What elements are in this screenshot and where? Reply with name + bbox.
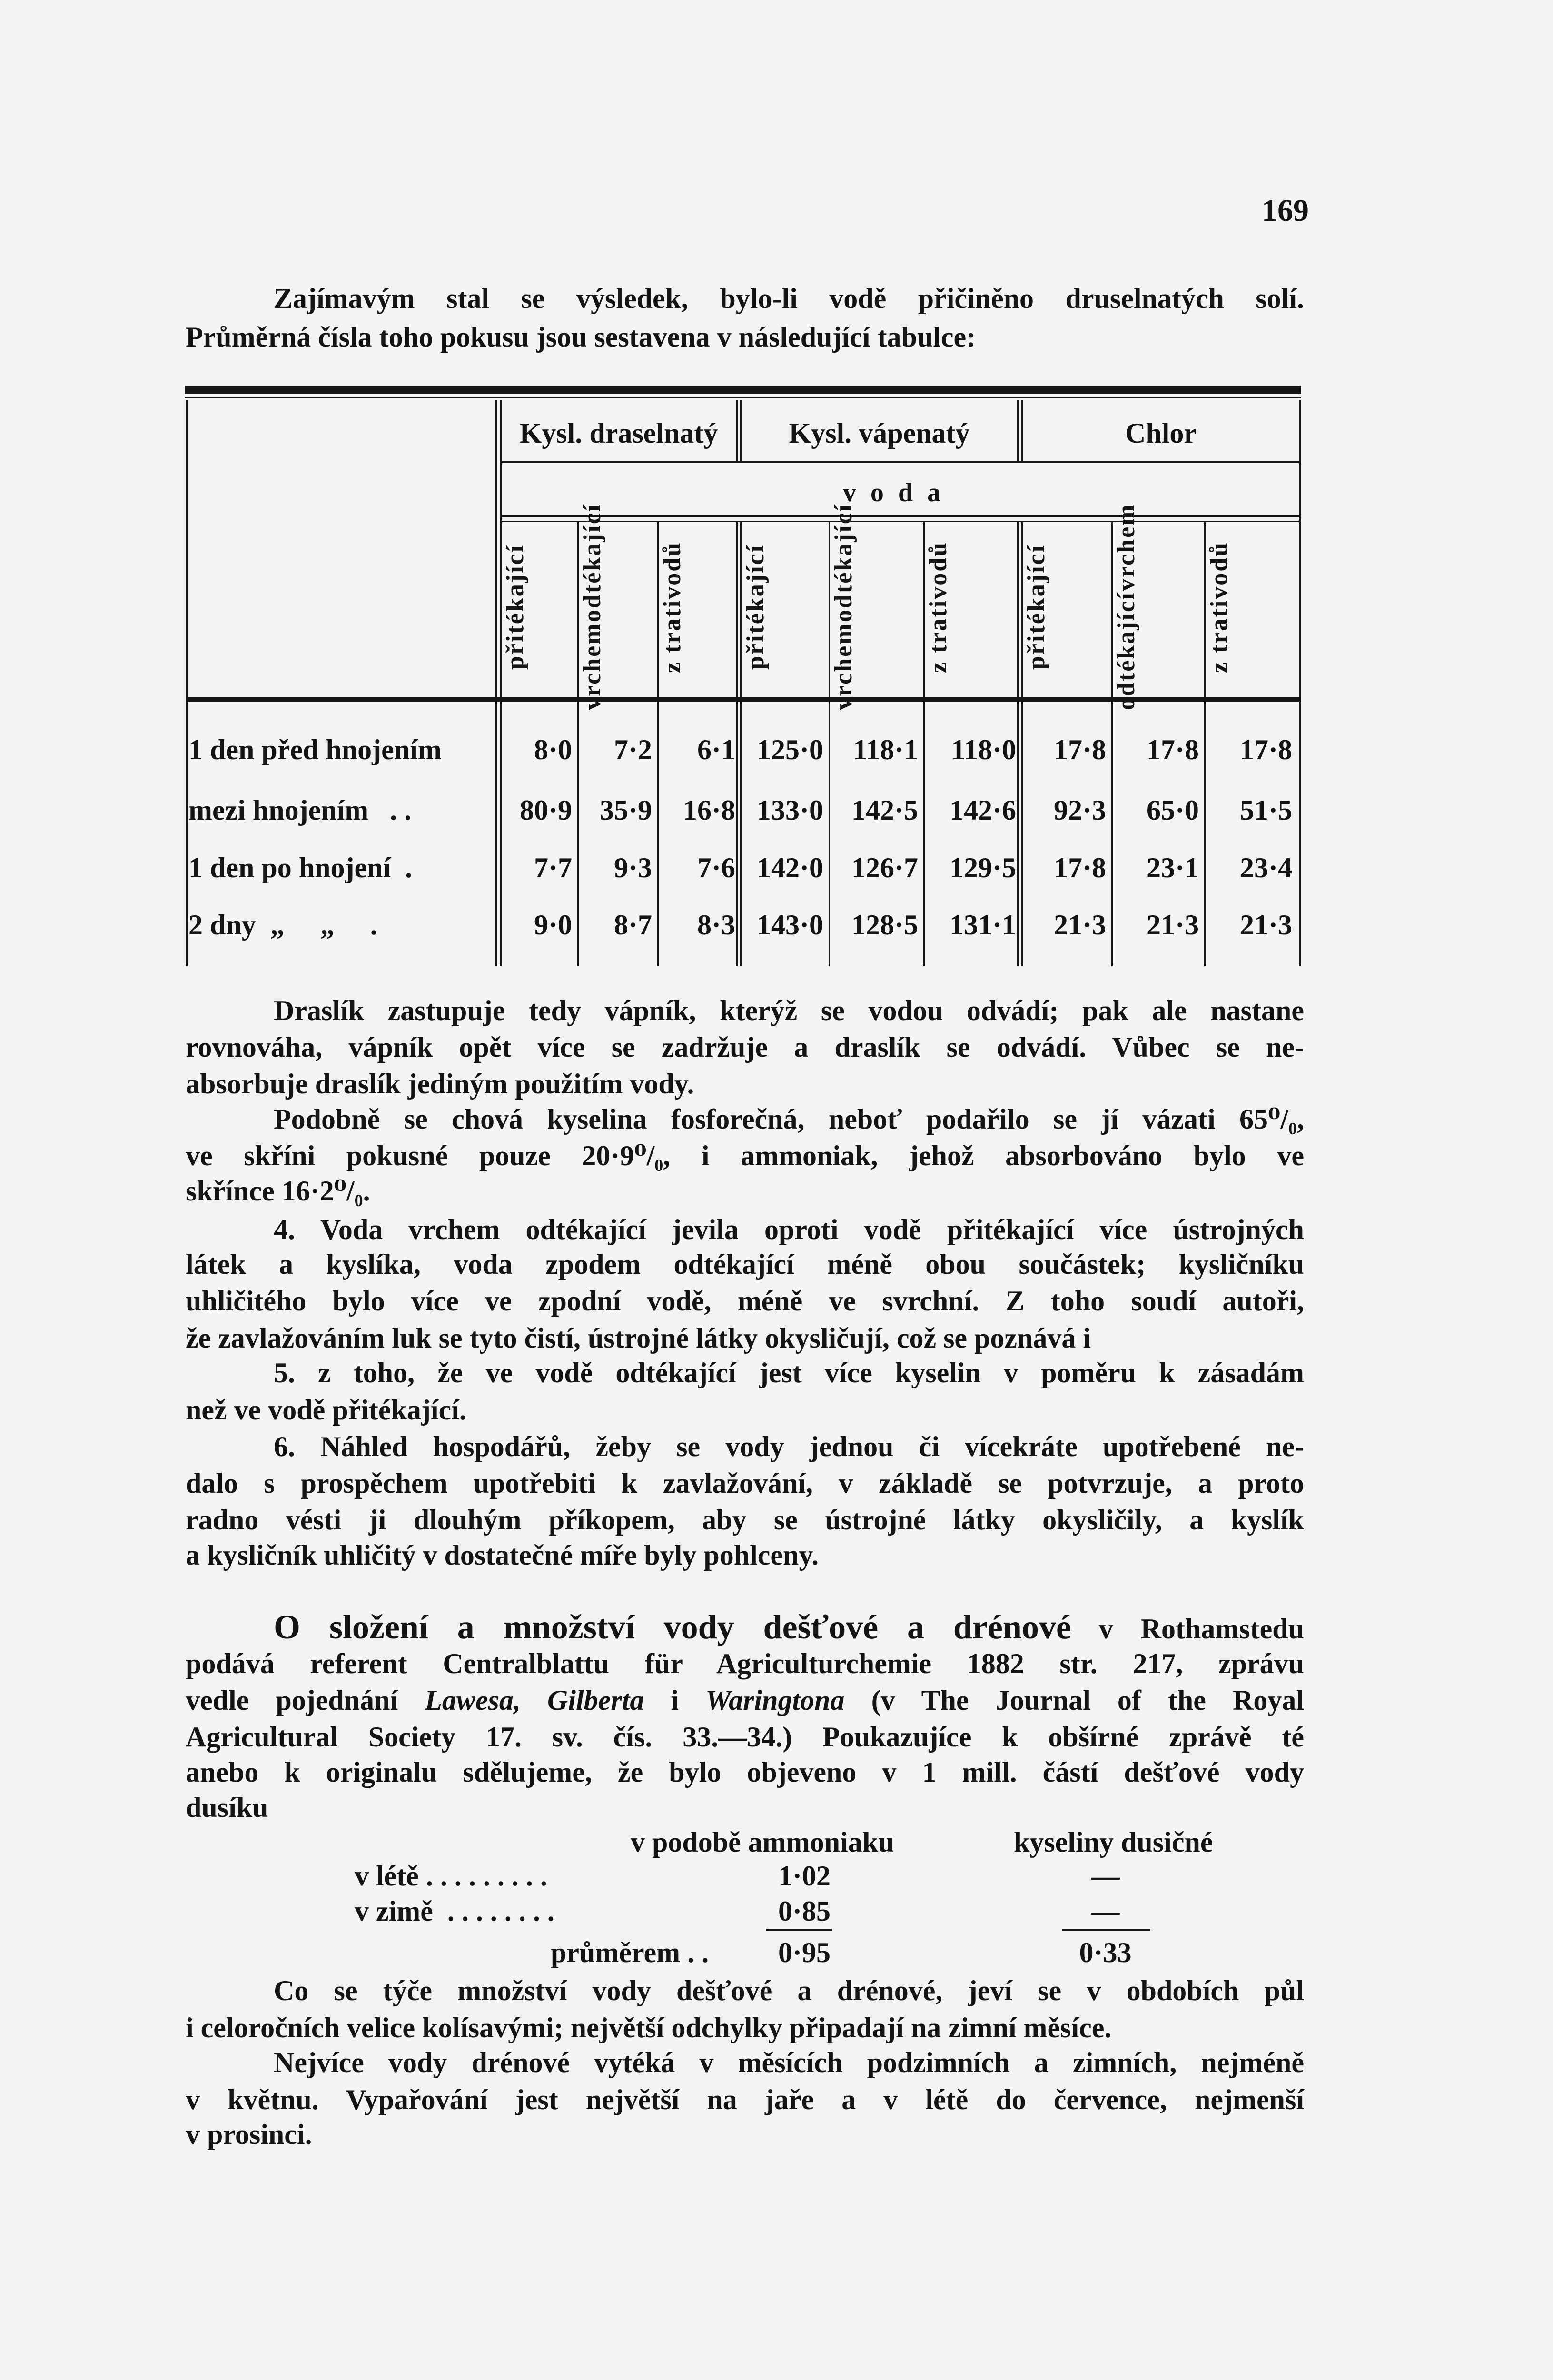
column-header: [579, 503, 656, 711]
table-cell: 126·7: [851, 852, 918, 883]
table-cell: 142·5: [851, 794, 918, 826]
table-cell: 21·3: [1146, 909, 1199, 941]
text-line: dalo s prospěchem upotřebiti k zavlažování, v základě se potvrzuje, a proto: [186, 1468, 1304, 1499]
page-number: 169: [1262, 193, 1309, 228]
table-cell: 17·8: [1146, 734, 1199, 765]
table-cell: 21·3: [1239, 909, 1292, 941]
column-header-line: z trativodů: [1206, 541, 1233, 673]
table-cell: 8·3: [697, 909, 735, 941]
text-segment: vedle pojednání: [186, 1685, 425, 1716]
nitric-acid-value: 0·33: [1079, 1937, 1132, 1968]
row-label: 1 den po hnojení .: [188, 852, 413, 883]
table-cell: 23·1: [1146, 852, 1199, 883]
column-header: [925, 528, 1020, 685]
table-cell: 80·9: [519, 794, 572, 826]
table-cell: 8·7: [613, 909, 652, 941]
text-line: [186, 1682, 1304, 1719]
table-cell: 16·8: [683, 794, 735, 826]
section-heading: O složení a množství vody dešťové a drénové: [274, 1608, 1071, 1646]
text-line: i celoročních velice kolísavými; největší odchylky připadají na zimní měsíce.: [186, 2012, 1112, 2043]
text-line: 5. z toho, že ve vodě odtékající jest více kyselin v poměru k zásadám: [274, 1357, 1304, 1388]
mini-table-row: [355, 1893, 554, 1930]
text-line: Draslík zastupuje tedy vápník, kterýž se vodou odvádí; pak ale nastane: [274, 995, 1304, 1026]
ammonia-value: 0·95: [778, 1937, 831, 1968]
table-top-rule: [185, 386, 1301, 394]
column-header-line: z trativodů: [925, 541, 952, 673]
table-cell: 17·8: [1239, 734, 1292, 765]
section-heading-line: [274, 1609, 1304, 1646]
mini-table-row: [355, 1858, 547, 1894]
column-header-line: vrchem: [830, 622, 857, 711]
group-header-potassium-oxide: Kysl. draselnatý: [519, 417, 718, 449]
column-header-line: přitékající: [502, 544, 529, 670]
table-cell: 7·6: [697, 852, 735, 883]
table-cell: 9·3: [613, 852, 652, 883]
dot-leader: . . . . . . . . .: [418, 1860, 547, 1892]
column-header-line: odtékající: [579, 503, 606, 623]
text-line: Agricultural Society 17. sv. čís. 33.—34.) Poukazujíce k obšírné zprávě té: [186, 1721, 1304, 1753]
mini-table-row: [551, 1934, 709, 1971]
table-cell: 92·3: [1053, 794, 1106, 826]
table-left-border: [186, 400, 188, 966]
column-header: [659, 528, 739, 685]
text-line: Podobně se chová kyselina fosforečná, neboť podařilo se jí vázati 65⁰/₀,: [274, 1103, 1304, 1135]
nitric-acid-value: —: [1091, 1860, 1120, 1892]
column-header: [1113, 503, 1203, 711]
author-names: Waringtona: [705, 1685, 845, 1716]
row-label: v létě: [355, 1860, 419, 1892]
column-header-line: přitékající: [1023, 544, 1050, 670]
table-cell: 129·5: [949, 852, 1016, 883]
table-cell: 7·2: [613, 734, 652, 765]
row-label: mezi hnojením . .: [188, 794, 412, 826]
text-line: v prosinci.: [186, 2119, 312, 2150]
table-top-rule-thin: [185, 397, 1301, 398]
table-cell: 131·1: [949, 909, 1016, 941]
text-line: radno vésti ji dlouhým příkopem, aby se ústrojné látky okysličily, a kyslík: [186, 1504, 1304, 1536]
table-cell: 143·0: [756, 909, 823, 941]
table-cell: 9·0: [534, 909, 572, 941]
group-header-chlorine: Chlor: [1125, 417, 1197, 449]
table-cell: 51·5: [1239, 794, 1292, 826]
text-line: v květnu. Vypařování jest největší na jaře a v létě do července, nejmenší: [186, 2084, 1304, 2115]
sum-rule-ammonia: [766, 1929, 832, 1931]
text-line: rovnováha, vápník opět více se zadržuje a draslík se odvádí. Vůbec se ne-: [186, 1031, 1304, 1063]
text-segment: i: [644, 1685, 706, 1716]
text-line: Zajímavým stal se výsledek, bylo-li vodě přičiněno druselnatých solí.: [274, 283, 1304, 314]
nitric-acid-value: —: [1091, 1895, 1120, 1927]
column-header-line: z trativodů: [659, 541, 686, 673]
text-line: 6. Náhled hospodářů, žeby se vody jednou či vícekráte upotřebené ne-: [274, 1431, 1304, 1462]
column-header: [1023, 528, 1110, 685]
table-cell: 133·0: [756, 794, 823, 826]
table-cell: 6·1: [697, 734, 735, 765]
text-line: že zavlažováním luk se tyto čistí, ústrojné látky okysličují, což se poznává i: [186, 1322, 1091, 1354]
author-names: Lawesa, Gilberta: [425, 1685, 644, 1716]
ammonia-value: 1·02: [778, 1860, 831, 1892]
text-line: Průměrná čísla toho pokusu jsou sestavena v následující tabulce:: [186, 321, 976, 353]
text-line: Co se týče množství vody dešťové a drénové, jeví se v obdobích půl: [274, 1975, 1304, 2006]
column-divider: [736, 400, 738, 462]
table-cell: 118·1: [853, 734, 918, 765]
text-line: než ve vodě přitékající.: [186, 1394, 466, 1426]
text-line: absorbuje draslík jediným použitím vody.: [186, 1068, 694, 1100]
table-cell: 17·8: [1053, 734, 1106, 765]
column-header-line: vrchem: [579, 622, 606, 711]
text-line: uhličitého bylo více ve zpodní vodě, méně ve svrchní. Z toho soudí autoři,: [186, 1285, 1304, 1317]
table-cell: 17·8: [1053, 852, 1106, 883]
group-header-calcium-oxide: Kysl. vápenatý: [789, 417, 970, 449]
column-header-line: odtékající: [830, 503, 857, 623]
text-line: podává referent Centralblattu für Agriculturchemie 1882 str. 217, zprávu: [186, 1648, 1304, 1679]
ammonia-value: 0·85: [778, 1895, 831, 1927]
dot-leader: . . . . . . . .: [433, 1895, 554, 1927]
table-cell: 7·7: [534, 852, 572, 883]
column-divider: [1017, 400, 1019, 462]
column-header-ammonia: v podobě ammoniaku: [631, 1826, 894, 1858]
row-label: 1 den před hnojením: [188, 734, 442, 765]
row-label: průměrem: [551, 1937, 681, 1968]
table-cell: 65·0: [1146, 794, 1199, 826]
text-line: Nejvíce vody drénové vytéká v měsících podzimních a zimních, nejméně: [274, 2047, 1304, 2078]
column-divider: [495, 400, 497, 966]
row-label: v zimě: [355, 1895, 433, 1927]
table-cell: 118·0: [951, 734, 1016, 765]
sum-rule-nitric: [1062, 1929, 1150, 1931]
column-header: [742, 528, 827, 685]
column-header-line: vrchem: [1113, 503, 1140, 592]
table-cell: 142·0: [756, 852, 823, 883]
table-cell: 125·0: [756, 734, 823, 765]
row-label: 2 dny „ „ .: [188, 909, 377, 941]
group-rule: [500, 461, 1299, 463]
subheader-water: voda: [842, 478, 955, 507]
table-cell: 128·5: [851, 909, 918, 941]
text-line: a kysličník uhličitý v dostatečné míře byly pohlceny.: [186, 1539, 819, 1571]
text-line: dusíku: [186, 1792, 268, 1823]
column-header: [1206, 528, 1296, 685]
text-line: anebo k originalu sdělujeme, že bylo objeveno v 1 mill. částí dešťové vody: [186, 1756, 1304, 1788]
text-line: ve skříni pokusné pouze 20·9⁰/₀, i ammoniak, jehož absorbováno bylo ve: [186, 1140, 1304, 1171]
table-cell: 142·6: [949, 794, 1016, 826]
column-header: [502, 528, 576, 685]
table-cell: 23·4: [1239, 852, 1292, 883]
column-header-line: přitékající: [742, 544, 769, 670]
column-header-nitric-acid: kyseliny dusičné: [1014, 1826, 1213, 1858]
section-heading-rest: v Rothamstedu: [1071, 1613, 1305, 1645]
table-cell: 35·9: [599, 794, 652, 826]
column-header-line: odtékající: [1113, 591, 1140, 711]
text-segment: (v The Journal of the Royal: [844, 1685, 1304, 1716]
column-header: [830, 503, 922, 711]
dot-leader: . .: [680, 1937, 709, 1968]
table-cell: 8·0: [534, 734, 572, 765]
text-line: 4. Voda vrchem odtékající jevila oproti vodě přitékající více ústrojných: [274, 1214, 1304, 1245]
text-line: skřínce 16·2⁰/₀.: [186, 1175, 370, 1207]
text-line: látek a kyslíka, voda zpodem odtékající méně obou součástek; kysličníku: [186, 1249, 1304, 1280]
table-cell: 21·3: [1053, 909, 1106, 941]
